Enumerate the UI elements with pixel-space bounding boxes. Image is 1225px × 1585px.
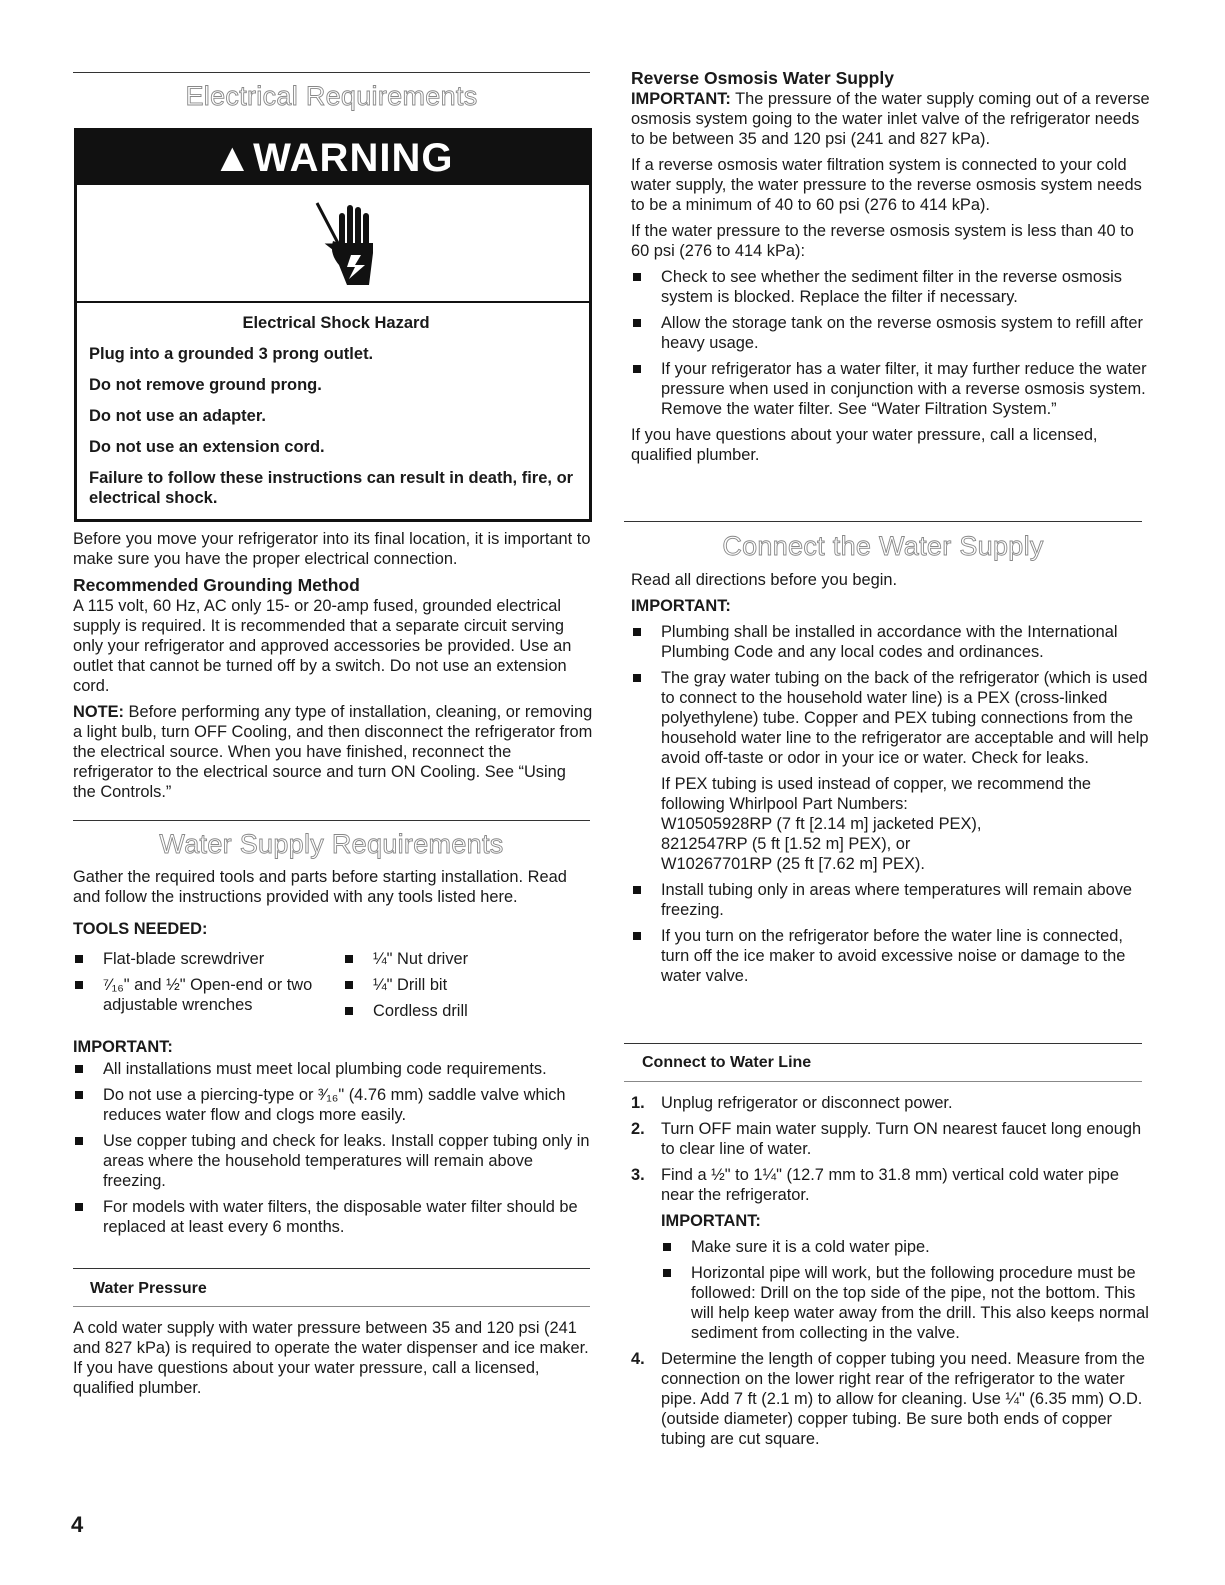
ro-paragraph-2: If a reverse osmosis water filtration system is connected to your cold water supply, the water pressure to the reverse osmosis system needs to be a minimum of 40 to 60 psi (276 to 414 kPa).	[631, 156, 1142, 214]
connect-item: Plumbing shall be installed in accordance with the International Plumbing Code and any local codes and ordinances.	[631, 622, 1151, 662]
grounding-text: A 115 volt, 60 Hz, AC only 15- or 20-amp fused, grounded electrical supply is required. It is recommended that a separate circuit serving only your refrigerator and approved accessories be provided. Use an outlet that cannot be turned off by a switch. Do not use an extension cord.	[73, 597, 572, 695]
step-item	[631, 1349, 1151, 1449]
connect-body	[631, 570, 1151, 992]
page-number: 4	[71, 1512, 84, 1537]
hazard-line: Failure to follow these instructions can result in death, fire, or electrical shock.	[89, 469, 574, 507]
note-paragraph	[73, 702, 593, 802]
step-item	[631, 1119, 1151, 1159]
ro-important-label: IMPORTANT:	[631, 90, 731, 108]
tools-col-2	[343, 949, 593, 1027]
water-line-steps	[631, 1093, 1151, 1455]
hazard-line: Do not use an adapter.	[89, 407, 266, 425]
rule-water-pressure-bottom	[73, 1306, 590, 1307]
ro-important-paragraph	[631, 89, 1151, 149]
water-req-body	[73, 867, 593, 1243]
step-item	[631, 1165, 1151, 1343]
ro-closing: If you have questions about your water pressure, call a licensed, qualified plumber.	[631, 426, 1098, 464]
important-item: Use copper tubing and check for leaks. Install copper tubing only in areas where the household temperatures will remain above freezing.	[73, 1131, 593, 1191]
ro-item: Check to see whether the sediment filter in the reverse osmosis system is blocked. Replace the filter if necessary.	[631, 267, 1151, 307]
connect-item: If you turn on the refrigerator before the water line is connected, turn off the ice maker to avoid excessive noise or damage to the water valve.	[631, 926, 1151, 986]
tools-col-1	[73, 949, 343, 1027]
warning-box	[74, 128, 592, 522]
connect-intro: Read all directions before you begin.	[631, 571, 898, 589]
tools-heading: TOOLS NEEDED:	[73, 920, 208, 938]
important-item: For models with water filters, the disposable water filter should be replaced at least every 6 months.	[73, 1197, 593, 1237]
step-number: 2.	[631, 1120, 645, 1138]
water-pressure-body	[73, 1318, 593, 1404]
top-rule-left	[73, 72, 590, 73]
important-list	[73, 1059, 593, 1237]
tool-item: Flat-blade screwdriver	[73, 949, 343, 969]
connect-list	[631, 622, 1151, 986]
step-number: 3.	[631, 1166, 645, 1184]
electrical-body	[73, 529, 593, 808]
connect-item-text: The gray water tubing on the back of the refrigerator (which is used to connect to the household water line) is a PEX (cross-linked polyethylene) tube. Copper and PEX tubing connections from the household water line to the refrigerator are acceptable and will help avoid off-taste or odor in your ice or water. Check for leaks.	[661, 669, 1149, 767]
tool-item: ¼" Nut driver	[343, 949, 593, 969]
important-heading: IMPORTANT:	[73, 1038, 173, 1056]
part-number: 8212547RP (5 ft [1.52 m] PEX), or	[661, 835, 911, 853]
rule-water-line-top	[624, 1043, 1142, 1044]
step-item	[631, 1093, 1151, 1113]
hazard-line: Do not use an extension cord.	[89, 438, 325, 456]
important-item: All installations must meet local plumbing code requirements.	[73, 1059, 593, 1079]
rule-connect	[624, 521, 1142, 522]
reverse-osmosis-section	[631, 68, 1151, 471]
hazard-line: Do not remove ground prong.	[89, 376, 322, 394]
water-pressure-heading: Water Pressure	[90, 1280, 207, 1297]
step3-item: Make sure it is a cold water pipe.	[661, 1237, 1151, 1257]
note-text: Before performing any type of installation, cleaning, or removing a light bulb, turn OFF Cooling, and then disconnect the refrigerator from the electrical source. When you have finished, reconnect the refrigerator to the electrical source and turn ON Cooling. See “Using the Controls.”	[73, 703, 593, 801]
steps-list	[631, 1093, 1151, 1449]
shock-hazard-icon	[77, 185, 589, 303]
step-text: Find a ½" to 1¼" (12.7 mm to 31.8 mm) vertical cold water pipe near the refrigerator.	[661, 1166, 1120, 1204]
tool-item: Cordless drill	[343, 1001, 593, 1021]
ro-item: If your refrigerator has a water filter, it may further reduce the water pressure when used in conjunction with a reverse osmosis system. Remove the water filter. See “Water Filtration System.”	[631, 359, 1151, 419]
note-label: NOTE:	[73, 703, 124, 721]
step-text: Turn OFF main water supply. Turn ON nearest faucet long enough to clear line of water.	[661, 1120, 1142, 1158]
tool-item: ⁷⁄₁₆" and ½" Open-end or two adjustable wrenches	[73, 975, 343, 1015]
warning-label: WARNING	[253, 136, 454, 180]
part-number: W10505928RP (7 ft [2.14 m] jacketed PEX),	[661, 815, 982, 833]
connect-item	[631, 668, 1151, 874]
step-number: 1.	[631, 1094, 645, 1112]
warning-header	[77, 131, 589, 185]
ro-list	[631, 267, 1151, 419]
water-supply-req-title: Water Supply Requirements	[159, 829, 504, 859]
rule-water-pressure-top	[73, 1268, 590, 1269]
ro-important-text: The pressure of the water supply coming out of a reverse osmosis system going to the water inlet valve of the refrigerator needs to be between 35 and 120 psi (241 and 827 kPa).	[631, 90, 1150, 148]
grounding-heading: Recommended Grounding Method	[73, 575, 360, 595]
step3-important: IMPORTANT:	[661, 1212, 761, 1230]
reverse-osmosis-heading: Reverse Osmosis Water Supply	[631, 68, 894, 88]
important-item: Do not use a piercing-type or ³⁄₁₆" (4.76 mm) saddle valve which reduces water flow and clogs more easily.	[73, 1085, 593, 1125]
ro-paragraph-3: If the water pressure to the reverse osmosis system is less than 40 to 60 psi (276 to 414 kPa):	[631, 222, 1134, 260]
step-text: Unplug refrigerator or disconnect power.	[661, 1094, 953, 1112]
pex-note: If PEX tubing is used instead of copper, we recommend the following Whirlpool Part Numbers:	[661, 775, 1092, 813]
step-number: 4.	[631, 1350, 645, 1368]
connect-important-heading: IMPORTANT:	[631, 597, 731, 615]
tools-list	[73, 949, 593, 1027]
rule-water-line-bottom	[624, 1081, 1142, 1082]
electrical-intro: Before you move your refrigerator into its final location, it is important to make sure you have the proper electrical connection.	[73, 530, 591, 568]
connect-item: Install tubing only in areas where temperatures will remain above freezing.	[631, 880, 1151, 920]
electrical-title: Electrical Requirements	[185, 81, 478, 111]
water-req-intro: Gather the required tools and parts before starting installation. Read and follow the instructions provided with any tools listed here.	[73, 868, 567, 906]
step3-item: Horizontal pipe will work, but the following procedure must be followed: Drill on the top side of the pipe, not the bottom. This will help keep water away from the drill. This also keeps normal sediment from collecting in the valve.	[661, 1263, 1151, 1343]
hazard-title: Electrical Shock Hazard	[242, 314, 430, 332]
step-text: Determine the length of copper tubing you need. Measure from the connection on the lower right rear of the refrigerator to the water pipe. Add 7 ft (2.1 m) to allow for cleaning. Use ¼" (6.35 mm) O.D. (outside diameter) copper tubing. Be sure both ends of copper tubing are cut square.	[661, 1350, 1145, 1448]
hazard-line: Plug into a grounded 3 prong outlet.	[89, 345, 374, 363]
rule-water-req	[73, 820, 590, 821]
part-number: W10267701RP (25 ft [7.62 m] PEX).	[661, 855, 925, 873]
ro-item: Allow the storage tank on the reverse osmosis system to refill after heavy usage.	[631, 313, 1151, 353]
water-pressure-text: A cold water supply with water pressure between 35 and 120 psi (241 and 827 kPa) is required to operate the water dispenser and ice maker. If you have questions about your water pressure, call a licensed, qualified plumber.	[73, 1319, 589, 1397]
warning-triangle-icon: ▲	[212, 136, 254, 180]
warning-text	[89, 313, 583, 519]
step3-list	[661, 1237, 1151, 1343]
connect-title: Connect the Water Supply	[722, 531, 1044, 561]
water-line-heading: Connect to Water Line	[642, 1054, 812, 1071]
tool-item: ¼" Drill bit	[343, 975, 593, 995]
